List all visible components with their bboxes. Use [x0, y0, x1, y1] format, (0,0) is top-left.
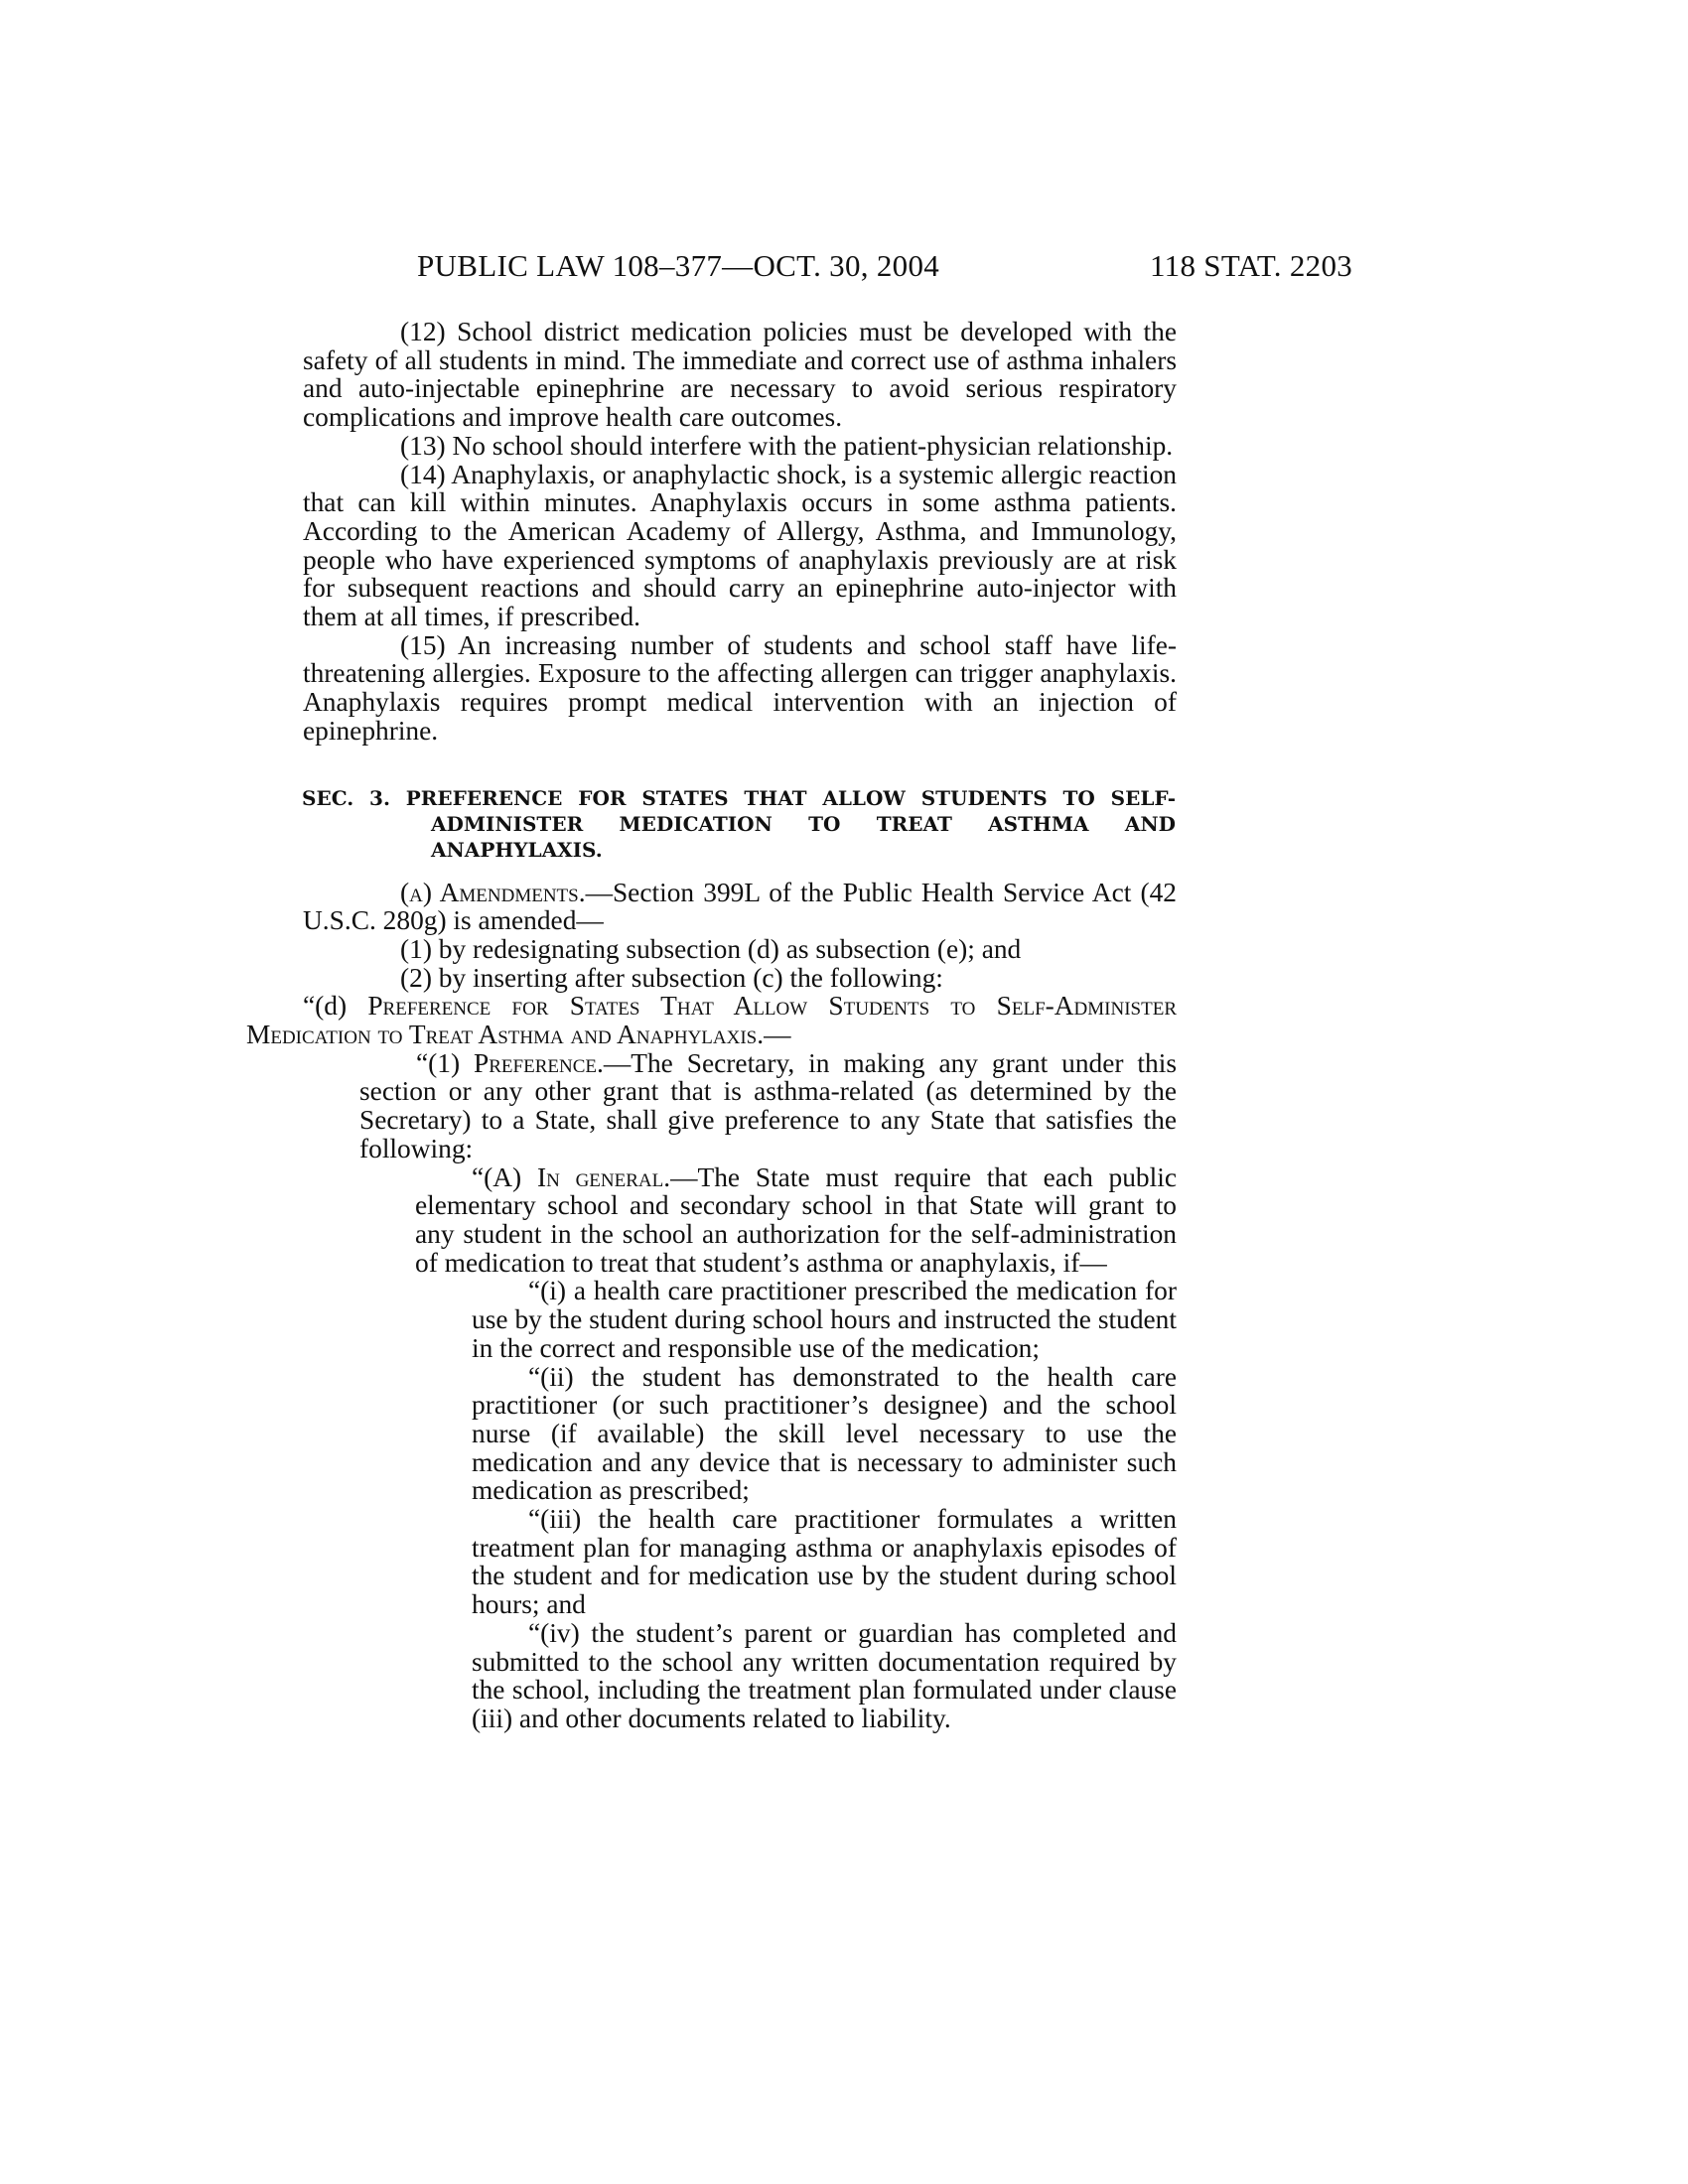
subsection-d-heading: Preference for States That Allow Students to Self-Administer Medication to Treat Asthma and Anaphylaxis. [246, 991, 1177, 1050]
amendment-item-2: (2) by inserting after subsection (c) the following: [400, 962, 943, 993]
subsection-a [303, 879, 1177, 935]
new-subsection-d [246, 992, 1177, 1048]
paragraph-1-label: Preference. [474, 1047, 604, 1078]
page-number-stat: 118 STAT. 2203 [1150, 248, 1353, 283]
subsection-a-text: —Section 399L of the Public Health Service Act (42 U.S.C. 280g) is amended— [303, 877, 1177, 936]
running-header-title: PUBLIC LAW 108–377—OCT. 30, 2004 [417, 248, 940, 283]
clause-iv: “(iv) the student’s parent or guardian has completed and submitted to the school any written documentation required by the school, including the treatment plan formulated under clause (iii) and other documents related to liability. [472, 1617, 1177, 1733]
subsection-d-prefix: “(d) [303, 991, 368, 1022]
body-text [246, 317, 1178, 1733]
finding-14: (14) Anaphylaxis, or anaphylactic shock, is a systemic allergic reaction that can kill within minutes. Anaphylaxis occurs in some asthma patients. According to the American Academy of Allergy, Asthma, and Immunology, people who have experienced symptoms of anaphylaxis previously are at risk for subsequent reactions and should carry an epinephrine auto-injector with them at all times, if prescribed. [303, 459, 1177, 632]
finding-15: (15) An increasing number of students and school staff have life-threatening allergies. Exposure to the affecting allergen can trigger anaphylaxis. Anaphylaxis requires prompt medical intervention with an injection of epinephrine. [303, 629, 1177, 746]
paragraph-1-prefix: “(1) [416, 1047, 475, 1078]
subsection-a-label: (a) Amendments. [400, 877, 586, 907]
subparagraph-A [303, 1163, 1177, 1278]
section-heading-line-3: ANAPHYLAXIS. [431, 837, 603, 862]
clause-iii: “(iii) the health care practitioner formulates a written treatment plan for managing asthma or anaphylaxis episodes of the student and for medication use by the student during school hours; and [472, 1504, 1177, 1620]
subparagraph-A-text: —The State must require that each public elementary school and secondary school in that State will grant to any student in the school an authorization for the self-administration of medication to treat that student’s asthma or anaphylaxis, if— [415, 1161, 1178, 1278]
subparagraph-A-prefix: “(A) [472, 1161, 537, 1192]
section-3-heading [302, 785, 1176, 863]
subsection-d-dash: — [764, 1020, 791, 1050]
paragraph-1-preference [303, 1049, 1177, 1163]
finding-12: (12) School district medication policies must be developed with the safety of all students in mind. The immediate and correct use of asthma inhalers and auto-injectable epinephrine are necessary to avoid serious respiratory complications and improve health care outcomes. [303, 317, 1177, 433]
finding-13: (13) No school should interfere with the patient-physician relationship. [400, 430, 1174, 461]
section-heading-line-2: ADMINISTER MEDICATION TO TREAT ASTHMA AND [431, 811, 1176, 836]
amendment-item-1: (1) by redesignating subsection (d) as subsection (e); and [400, 933, 1022, 964]
subparagraph-A-label: In general. [536, 1161, 671, 1192]
clause-i: “(i) a health care practitioner prescribed the medication for use by the student during school hours and instructed the student in the correct and responsible use of the medication; [472, 1276, 1177, 1363]
section-heading-line-1: SEC. 3. PREFERENCE FOR STATES THAT ALLOW STUDENTS TO SELF- [302, 785, 1176, 810]
paragraph-1-text: —The Secretary, in making any grant under this section or any other grant that is asthma-related (as determined by the Secretary) to a State, shall give preference to any State that satisfies the following: [359, 1047, 1177, 1163]
clause-ii: “(ii) the student has demonstrated to the health care practitioner (or such practitioner’s designee) and the school nurse (if available) the skill level necessary to use the medication and any device that is necessary to administer such medication as prescribed; [472, 1361, 1177, 1506]
